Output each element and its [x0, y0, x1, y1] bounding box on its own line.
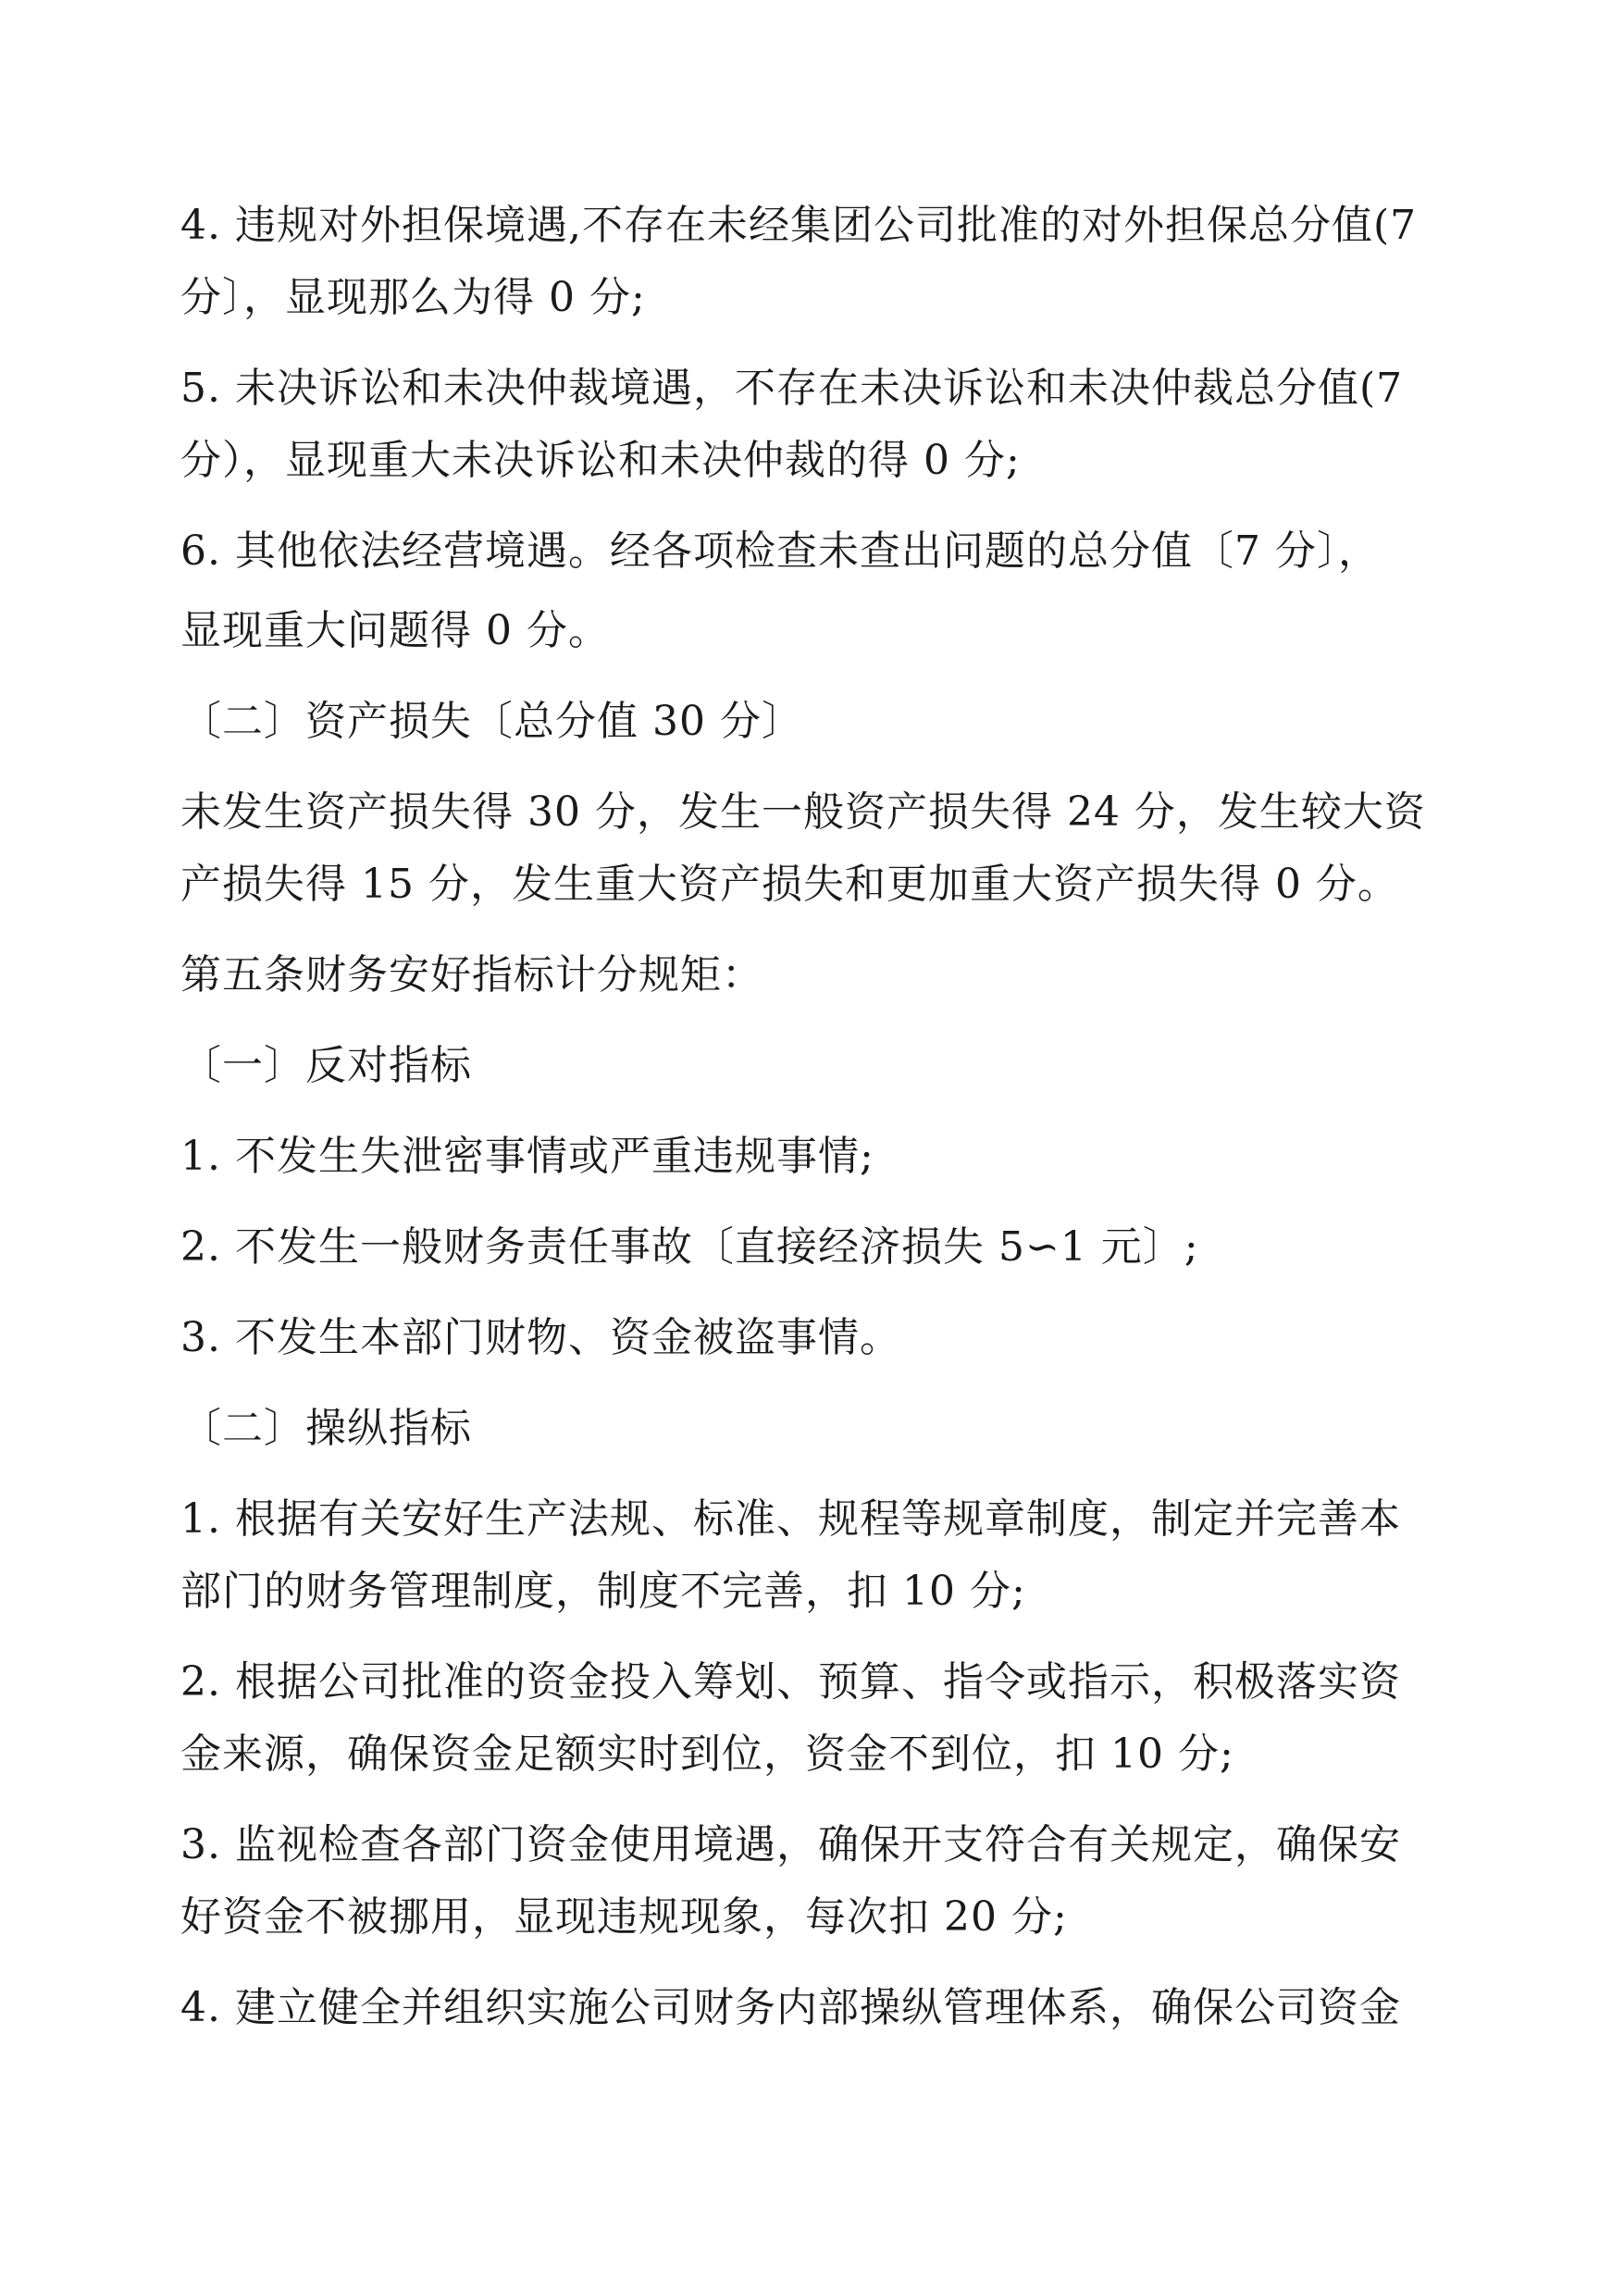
text-line: 未发生资产损失得 30 分，发生一般资产损失得 24 分，发生较大资	[180, 788, 1426, 836]
list-item: 2. 根据公司批准的资金投入筹划、预算、指令或指示，积极落实资	[180, 1658, 1401, 1706]
text-line: 分），显现重大未决诉讼和未决仲裁的得 0 分;	[180, 437, 1021, 484]
text-line: 显现重大问题得 0 分。	[180, 607, 610, 654]
list-item: 1. 根据有关安好生产法规、标准、规程等规章制度，制定并完善本	[180, 1495, 1401, 1543]
section-heading: 〔一〕反对指标	[180, 1042, 472, 1089]
list-item: 3. 不发生本部门财物、资金被盗事情。	[180, 1314, 901, 1361]
text-line: 部门的财务管理制度，制度不完善，扣 10 分;	[180, 1568, 1026, 1615]
text-line: 5. 未决诉讼和未决仲裁境遇，不存在未决诉讼和未决仲裁总分值(7	[180, 365, 1404, 412]
section-heading: 〔二〕资产损失〔总分值 30 分〕	[180, 698, 803, 745]
list-item: 3. 监视检查各部门资金使用境遇，确保开支符合有关规定，确保安	[180, 1821, 1401, 1868]
text-line: 4. 违规对外担保境遇,不存在未经集团公司批准的对外担保总分值(7	[180, 202, 1418, 249]
list-item: 2. 不发生一般财务责任事故〔直接经济损失 5∽1 元〕;	[180, 1223, 1199, 1271]
text-line: 金来源，确保资金足额实时到位，资金不到位，扣 10 分;	[180, 1731, 1234, 1778]
list-item: 4. 建立健全并组织实施公司财务内部操纵管理体系，确保公司资金	[180, 1984, 1401, 2031]
list-item: 1. 不发生失泄密事情或严重违规事情;	[180, 1133, 874, 1180]
section-heading: 〔二〕操纵指标	[180, 1405, 472, 1452]
text-line: 6. 其他依法经营境遇。经各项检查未查出问题的总分值〔7 分〕，	[180, 527, 1380, 575]
article-heading: 第五条财务安好指标计分规矩：	[180, 951, 763, 999]
text-line: 分〕，显现那么为得 0 分;	[180, 274, 646, 321]
text-line: 产损失得 15 分，发生重大资产损失和更加重大资产损失得 0 分。	[180, 861, 1399, 908]
text-line: 好资金不被挪用，显现违规现象，每次扣 20 分;	[180, 1893, 1068, 1941]
